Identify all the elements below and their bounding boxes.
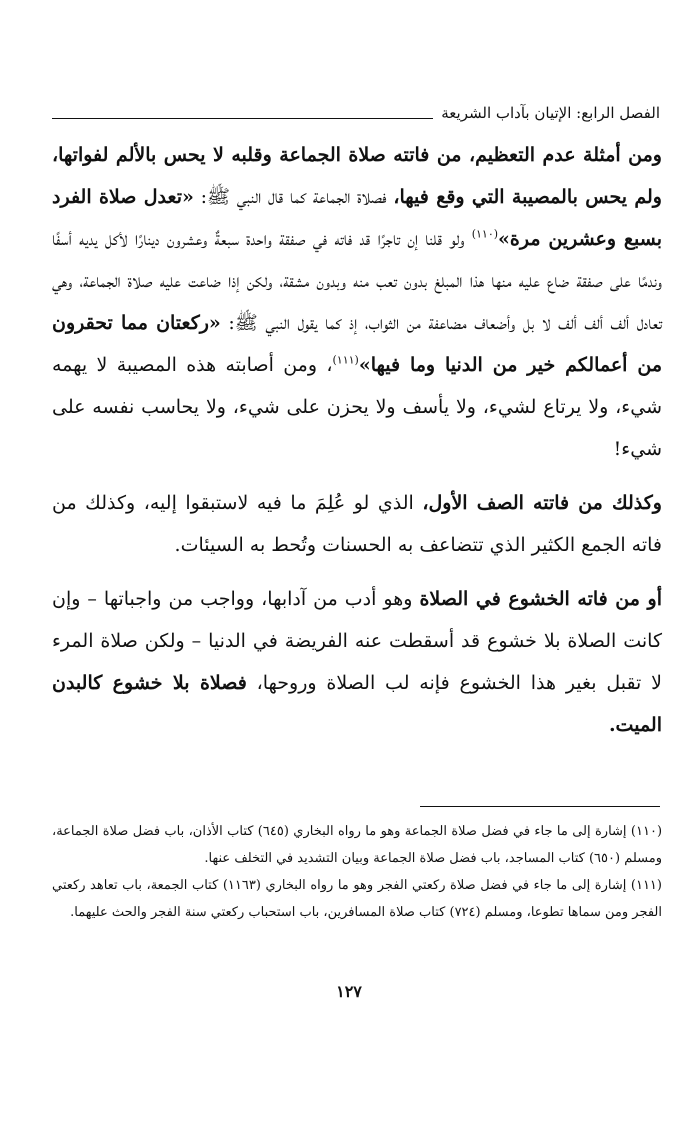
paragraph-text: ، ومن أصابته هذه المصيبة لا يهمه شيء، ولا يرتاع لشيء، ولا يأسف ولا يحزن على شيء، ولا يحاسب نفسه على شيء! — [52, 354, 662, 460]
paragraph-first-row — [52, 482, 662, 566]
paragraph-text: فصلاة الجماعة كما قال النبي ﷺ: — [193, 186, 394, 208]
hadith-quote: «تعدل صلاة الفرد بسبع وعشرين مرة» — [52, 186, 662, 250]
running-header — [52, 104, 660, 122]
paragraph-text: ولو قلنا إن تاجرًا قد فاته في صفقة واحدة سبعةٌ وعشرون دينارًا لأكل يديه أسفًا وندمًا على صفقة ضاع عليه منها هذا المبلغ بدون تعب منه وبدون مشقة، ولكن إذا ضاعت عليه صلاة الجماعة، وهي تعادل ألف ألف ألف لا بل وأضعاف مضاعفة من الثواب، إذ كما يقول النبي ﷺ: — [52, 228, 662, 334]
bold-lead: وكذلك من فاتته الصف الأول، — [422, 492, 662, 514]
paragraph-text: وهو أدب من آدابها، وواجب من واجباتها – وإن كانت الصلاة بلا خشوع قد أسقطت عنه الفريضة في الدنيا – ولكن صلاة المرء لا تقبل بغير هذا الخشوع فإنه لب الصلاة وروحها، — [52, 588, 662, 694]
footnote-111: (١١١) إشارة إلى ما جاء في فضل صلاة ركعتي الفجر وهو ما رواه البخاري (١١٦٣) كتاب الجمعة، باب تعاهد ركعتي الفجر ومن سماها تطوعا، ومسلم (٧٢٤) كتاب صلاة المسافرين، باب استحباب ركعتي سنة الفجر والحث عليهما. — [52, 878, 662, 920]
hadith-quote: «ركعتان مما تحقرون من أعمالكم خير من الدنيا وما فيها» — [52, 312, 662, 376]
chapter-title: الفصل الرابع: الإتيان بآداب الشريعة — [441, 104, 660, 122]
footnote-ref-110: (١١٠) — [471, 227, 499, 241]
bold-lead: ومن أمثلة عدم التعظيم، من فاتته صلاة الجماعة وقلبه لا يحس بالألم لفواتها، ولم يحس بالمصيبة التي وقع فيها، — [52, 144, 662, 208]
footnote-rule — [420, 806, 660, 807]
paragraph-humility — [52, 578, 662, 746]
header-rule — [52, 118, 433, 119]
page-number: ١٢٧ — [336, 982, 362, 1001]
bold-tail: فصلاة بلا خشوع كالبدن الميت. — [52, 672, 662, 736]
footnote-110: (١١٠) إشارة إلى ما جاء في فضل صلاة الجماعة وهو ما رواه البخاري (٦٤٥) كتاب الأذان، باب فضل صلاة الجماعة، ومسلم (٦٥٠) كتاب المساجد، باب فضل صلاة الجماعة وبيان التشديد في التخلف عنها. — [52, 824, 663, 866]
paragraph-congregational-prayer — [52, 134, 662, 470]
paragraph-text: الذي لو عُلِمَ ما فيه لاستبقوا إليه، وكذلك من فاته الجمع الكثير الذي تتضاعف به الحسنات وتُحط به السيئات. — [52, 492, 662, 556]
footnotes — [52, 818, 662, 926]
body-text — [52, 134, 662, 746]
bold-lead: أو من فاته الخشوع في الصلاة — [419, 588, 662, 610]
footnote-ref-111: (١١١) — [332, 353, 359, 367]
